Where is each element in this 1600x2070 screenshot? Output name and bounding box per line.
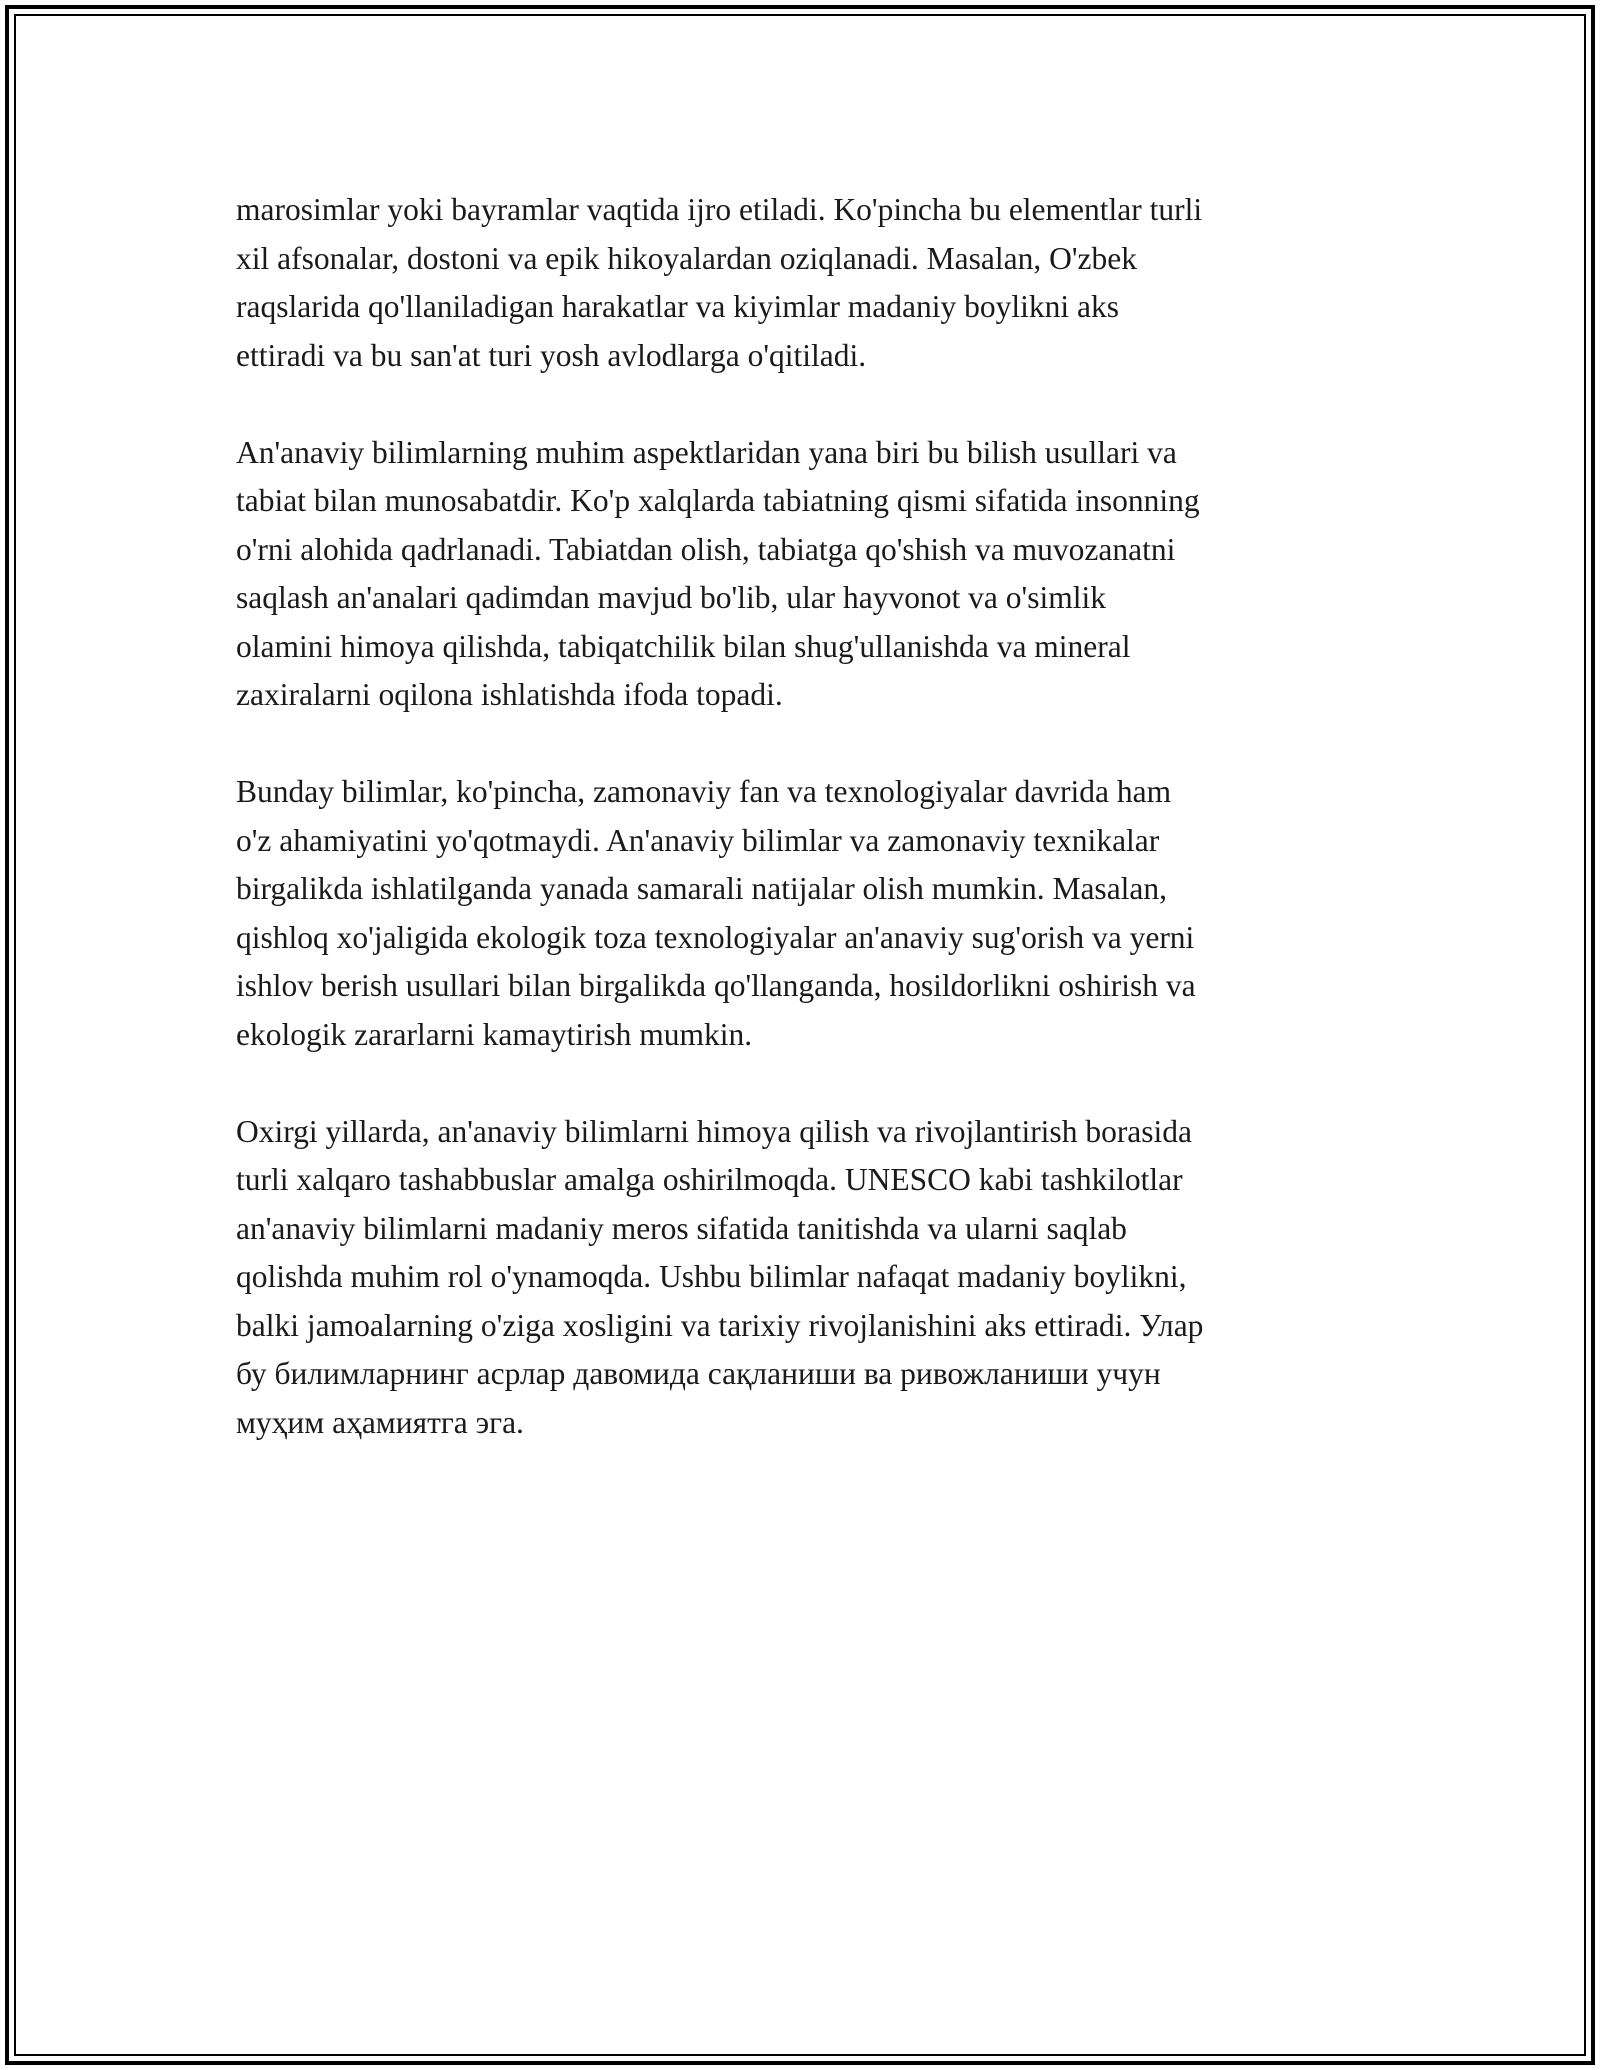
text-line: бу билимларнинг асрлар давомида сақланиши ва ривожланиши учун — [236, 1356, 1161, 1391]
text-line: Bunday bilimlar, ko'pincha, zamonaviy fan va texnologiyalar davrida ham — [236, 774, 1172, 809]
text-line: raqslarida qo'llaniladigan harakatlar va kiyimlar madaniy boylikni aks — [236, 289, 1120, 324]
text-line: ekologik zararlarni kamaytirish mumkin. — [236, 1016, 753, 1052]
paragraph-1 — [236, 186, 1376, 380]
text-line: муҳим аҳамиятга эга. — [236, 1404, 524, 1440]
text-line: olamini himoya qilishda, tabiqatchilik bilan shug'ullanishda va mineral — [236, 628, 1131, 664]
text-line: An'anaviy bilimlarning muhim aspektlaridan yana biri bu bilish usullari va — [236, 434, 1177, 470]
text-line: an'anaviy bilimlarni madaniy meros sifatida tanitishda va ularni saqlab — [236, 1210, 1127, 1246]
paragraph-3 — [236, 768, 1376, 1059]
text-line: marosimlar yoki bayramlar vaqtida ijro etiladi. Ko'pincha bu elementlar turli — [236, 192, 1203, 227]
text-line: tabiat bilan munosabatdir. Ko'p xalqlarda tabiatning qismi sifatida insonning — [236, 483, 1200, 518]
text-line: ishlov berish usullari bilan birgalikda qo'llanganda, hosildorlikni oshirish va — [236, 968, 1196, 1003]
text-line: zaxiralarni oqilona ishlatishda ifoda topadi. — [236, 677, 783, 712]
text-line: xil afsonalar, dostoni va epik hikoyalardan oziqlanadi. Masalan, O'zbek — [236, 240, 1138, 276]
text-line: ettiradi va bu san'at turi yosh avlodlarga o'qitiladi. — [236, 337, 867, 373]
text-line: balki jamoalarning o'ziga xosligini va tarixiy rivojlanishini aks ettiradi. Улар — [236, 1307, 1204, 1343]
text-line: birgalikda ishlatilganda yanada samarali natijalar olish mumkin. Masalan, — [236, 871, 1168, 906]
text-line: o'z ahamiyatini yo'qotmaydi. An'anaviy bilimlar va zamonaviy texnikalar — [236, 822, 1160, 858]
text-line: turli xalqaro tashabbuslar amalga oshirilmoqda. UNESCO kabi tashkilotlar — [236, 1162, 1183, 1197]
text-line: Oxirgi yillarda, an'anaviy bilimlarni himoya qilish va rivojlantirish borasida — [236, 1113, 1193, 1149]
text-line: qishloq xo'jaligida ekologik toza texnologiyalar an'anaviy sug'orish va yerni — [236, 919, 1195, 955]
document-body — [236, 186, 1376, 1496]
text-line: saqlash an'analari qadimdan mavjud bo'lib, ular hayvonot va o'simlik — [236, 580, 1106, 615]
paragraph-4 — [236, 1108, 1376, 1448]
paragraph-2 — [236, 429, 1376, 720]
text-line: o'rni alohida qadrlanadi. Tabiatdan olish, tabiatga qo'shish va muvozanatni — [236, 531, 1176, 567]
text-line: qolishda muhim rol o'ynamoqda. Ushbu bilimlar nafaqat madaniy boylikni, — [236, 1259, 1187, 1294]
